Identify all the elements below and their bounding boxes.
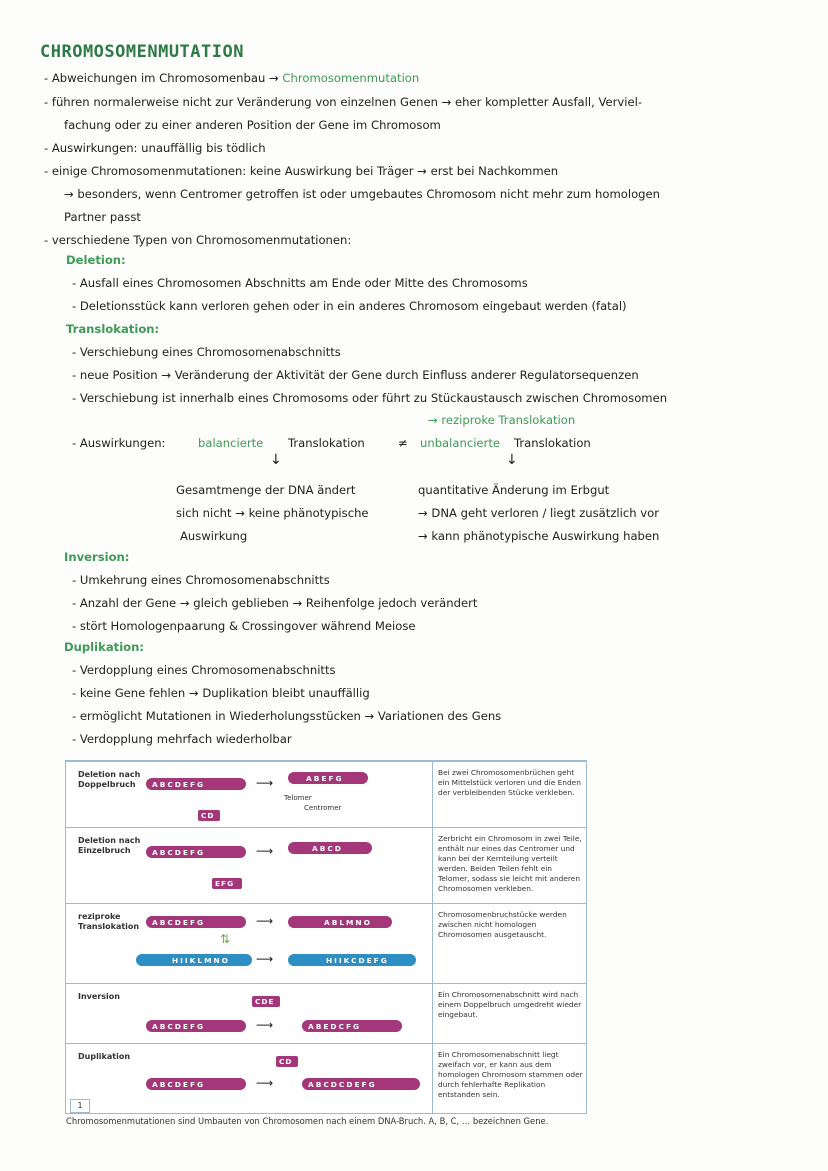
- arrow-right-icon: ⟶: [256, 952, 274, 966]
- unbalanced-effect: quantitative Änderung im Erbgut: [418, 483, 610, 497]
- intro-line: - Abweichungen im Chromosomenbau → Chromosomenmutation: [44, 71, 420, 85]
- figure-row-deletion-double: [66, 761, 586, 828]
- chromosome-after: [288, 916, 392, 928]
- unbalanced-effect: → DNA geht verloren / liegt zusätzlich vor: [418, 506, 659, 520]
- intro-line: - einige Chromosomenmutationen: keine Auswirkung bei Träger → erst bei Nachkommen: [44, 164, 559, 178]
- gene-sequence: CD: [279, 1057, 293, 1066]
- balanced-effect: Auswirkung: [180, 529, 248, 543]
- translokation-word: Translokation: [288, 436, 365, 450]
- inversion-line: - Umkehrung eines Chromosomenabschnitts: [72, 573, 330, 587]
- chromosome-after: [302, 1078, 420, 1090]
- inversion-line: - Anzahl der Gene → gleich geblieben → Reihenfolge jedoch verändert: [72, 596, 478, 610]
- auswirkungen-label: - Auswirkungen:: [72, 436, 166, 450]
- gene-sequence: ABCDEFG: [152, 779, 206, 789]
- duplikation-line: - ermöglicht Mutationen in Wiederholungsstücken → Variationen des Gens: [72, 709, 502, 723]
- duplikation-line: - Verdopplung mehrfach wiederholbar: [72, 732, 292, 746]
- gene-sequence: ABCDCDEFG: [308, 1079, 377, 1089]
- deleted-piece: [198, 810, 220, 821]
- telomer-label: Telomer: [284, 794, 312, 802]
- chromosome-after: [288, 772, 368, 784]
- gene-sequence: ABCDEFG: [152, 847, 206, 857]
- gene-sequence: ABCDEFG: [152, 1079, 206, 1089]
- row-description: Ein Chromosomenabschnitt wird nach einem Doppelbruch umgedreht wieder eingebaut.: [438, 990, 582, 1019]
- exchange-arrow-icon: ⇅: [220, 932, 231, 946]
- deleted-piece: [212, 878, 242, 889]
- inverted-piece: [252, 996, 280, 1007]
- chromosome-mutation-figure: [65, 760, 587, 1114]
- arrow-right-icon: ⟶: [256, 844, 274, 858]
- gene-sequence: ABEFG: [306, 773, 344, 783]
- chromosome-before: [146, 846, 246, 858]
- chromosome-before: [146, 1020, 246, 1032]
- gene-sequence: EFG: [215, 879, 235, 888]
- gene-sequence: ABEDCFG: [308, 1021, 362, 1031]
- balanced-effect: Gesamtmenge der DNA ändert: [176, 483, 356, 497]
- translokation-line: - neue Position → Veränderung der Aktivität der Gene durch Einfluss anderer Regulatorsequenzen: [72, 368, 639, 382]
- page-title: CHROMOSOMENMUTATION: [40, 42, 244, 62]
- chromosome-before: [146, 778, 246, 790]
- figure-row-deletion-single: [66, 827, 586, 904]
- duplicated-piece: [276, 1056, 298, 1067]
- translokation-word: Translokation: [514, 436, 591, 450]
- figure-row-inversion: [66, 983, 586, 1044]
- arrow-right-icon: ⟶: [256, 914, 274, 928]
- row-label: Deletion nach Einzelbruch: [78, 836, 141, 855]
- deletion-line: - Ausfall eines Chromosomen Abschnitts am Ende oder Mitte des Chromosoms: [72, 276, 528, 290]
- intro-line: - Auswirkungen: unauffällig bis tödlich: [44, 141, 266, 155]
- row-label: reziproke Translokation: [78, 912, 140, 931]
- row-label: Deletion nach Doppelbruch: [78, 770, 141, 789]
- row-description: Ein Chromosomenabschnitt liegt zweifach vor, er kann aus dem homologen Chromosom stammen oder durch fehlerhafte Replikation entstanden sein.: [438, 1050, 583, 1099]
- arrow-right-icon: ⟶: [256, 1076, 274, 1090]
- centromer-label: Centromer: [304, 804, 342, 812]
- chromosome-after: [288, 842, 372, 854]
- intro-line: → besonders, wenn Centromer getroffen ist oder umgebautes Chromosom nicht mehr zum homologen: [64, 187, 661, 201]
- duplikation-line: - keine Gene fehlen → Duplikation bleibt unauffällig: [72, 686, 370, 700]
- gene-sequence: ABLMNO: [324, 917, 372, 927]
- gene-sequence: ABCDEFG: [152, 917, 206, 927]
- section-heading-inversion: Inversion:: [64, 550, 130, 564]
- arrow-right-icon: ⟶: [256, 776, 274, 790]
- chromosome-after-2: [288, 954, 416, 966]
- gene-sequence: ABCDEFG: [152, 1021, 206, 1031]
- gene-sequence: CDE: [255, 997, 275, 1006]
- chromosome-before: [146, 1078, 246, 1090]
- gene-sequence: HIIKCDEFG: [326, 955, 389, 965]
- translokation-line: - Verschiebung eines Chromosomenabschnitts: [72, 345, 341, 359]
- inversion-line: - stört Homologenpaarung & Crossingover während Meiose: [72, 619, 416, 633]
- intro-line: - verschiedene Typen von Chromosomenmutationen:: [44, 233, 352, 247]
- duplikation-line: - Verdopplung eines Chromosomenabschnitts: [72, 663, 336, 677]
- balanced-effect: sich nicht → keine phänotypische: [176, 506, 369, 520]
- not-equal-sign: ≠: [398, 436, 408, 450]
- row-description: Bei zwei Chromosomenbrüchen geht ein Mittelstück verloren und die Enden der verbleibenden Stücke verkleben.: [438, 768, 581, 797]
- gene-sequence: ABCD: [312, 843, 343, 853]
- intro-line: fachung oder zu einer anderen Position der Gene im Chromosom: [64, 118, 441, 132]
- arrow-right-icon: ⟶: [256, 1018, 274, 1032]
- chromosome-after: [302, 1020, 402, 1032]
- figure-number: 1: [70, 1099, 90, 1113]
- row-description: Chromosomenbruchstücke werden zwischen nicht homologen Chromosomen ausgetauscht.: [438, 910, 567, 939]
- translokation-line: - Verschiebung ist innerhalb eines Chromosoms oder führt zu Stückaustausch zwischen Chromosomen: [72, 391, 668, 405]
- section-heading-duplikation: Duplikation:: [64, 640, 145, 654]
- intro-line: Partner passt: [64, 210, 141, 224]
- gene-sequence: CD: [201, 811, 215, 820]
- row-label: Duplikation: [78, 1052, 131, 1061]
- intro-line: - führen normalerweise nicht zur Veränderung von einzelnen Genen → eher kompletter Ausfall, Verviel-: [44, 95, 643, 109]
- unbalanced-effect: → kann phänotypische Auswirkung haben: [418, 529, 660, 543]
- figure-caption: Chromosomenmutationen sind Umbauten von Chromosomen nach einem DNA-Bruch. A, B, C, … bezeichnen Gene.: [66, 1116, 549, 1126]
- unbalanced-label: unbalancierte: [420, 436, 501, 450]
- arrow-down-icon: ↓: [270, 452, 282, 468]
- section-heading-deletion: Deletion:: [66, 253, 126, 267]
- reziproke-note: → reziproke Translokation: [428, 413, 576, 427]
- balanced-label: balancierte: [198, 436, 264, 450]
- figure-row-translokation: [66, 903, 586, 984]
- chromosome-before: [146, 916, 246, 928]
- gene-sequence: HIIKLMNO: [172, 955, 230, 965]
- section-heading-translokation: Translokation:: [66, 322, 160, 336]
- deletion-line: - Deletionsstück kann verloren gehen oder in ein anderes Chromosom eingebaut werden (fatal): [72, 299, 627, 313]
- figure-row-duplikation: [66, 1043, 586, 1114]
- chromosome-before-2: [136, 954, 252, 966]
- row-description: Zerbricht ein Chromosom in zwei Teile, enthält nur eines das Centromer und kann bei der Kernteilung verteilt werden. Beiden Teilen fehlt ein Telomer, sodass sie leicht mit anderen Chromosomen verkleben.: [438, 834, 582, 893]
- row-label: Inversion: [78, 992, 120, 1001]
- arrow-down-icon: ↓: [506, 452, 518, 468]
